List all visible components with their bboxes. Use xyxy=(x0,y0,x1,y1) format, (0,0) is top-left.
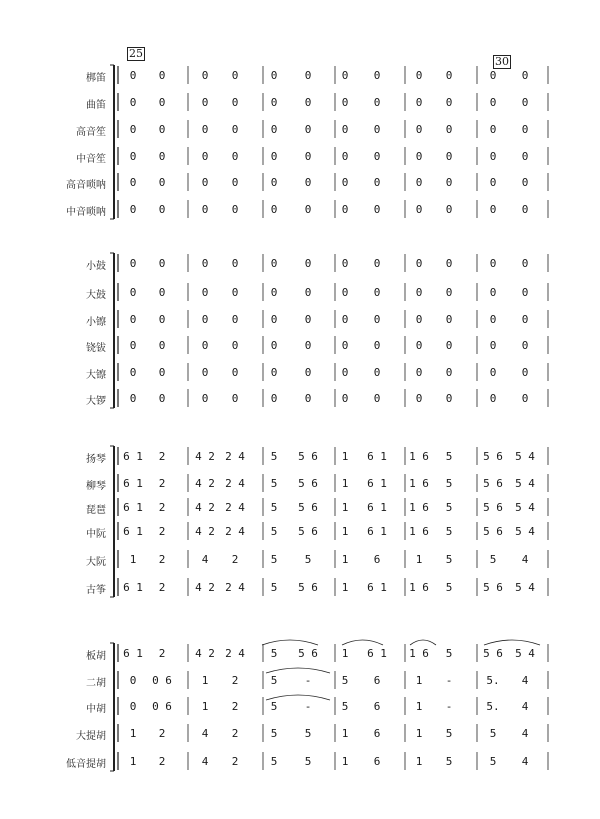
instrument-label: 中胡 xyxy=(86,704,106,715)
instrument-label: 曲笛 xyxy=(86,100,106,111)
instrument-label: 琵琶 xyxy=(86,505,106,516)
instrument-label: 小镲 xyxy=(86,317,106,328)
slur xyxy=(266,668,330,673)
instrument-label: 二胡 xyxy=(86,678,106,689)
instrument-label: 中音唢呐 xyxy=(66,207,106,218)
instrument-label: 铙钹 xyxy=(86,343,106,354)
instrument-label: 板胡 xyxy=(86,651,106,662)
instrument-label: 高音唢呐 xyxy=(66,180,106,191)
instrument-label: 大提胡 xyxy=(76,731,106,742)
instrument-label: 低音提胡 xyxy=(66,759,106,770)
instrument-label: 扬琴 xyxy=(86,454,106,465)
slur xyxy=(484,640,540,645)
instrument-label: 大鼓 xyxy=(86,290,106,301)
instrument-label: 古筝 xyxy=(86,585,106,596)
instrument-label: 大阮 xyxy=(86,557,106,568)
slur xyxy=(342,640,383,645)
slur xyxy=(262,640,318,645)
rehearsal-mark-30: 30 xyxy=(495,55,509,68)
instrument-label: 小鼓 xyxy=(86,261,106,272)
instrument-label: 柳琴 xyxy=(86,481,106,492)
instrument-label: 中音笙 xyxy=(76,154,106,165)
instrument-label: 高音笙 xyxy=(76,127,106,138)
instrument-label: 大锣 xyxy=(86,396,106,407)
rehearsal-mark-25: 25 xyxy=(129,47,143,60)
slur xyxy=(410,640,436,645)
instrument-label: 中阮 xyxy=(86,529,106,540)
instrument-label: 梆笛 xyxy=(86,73,106,84)
instrument-label: 大镲 xyxy=(86,370,106,381)
